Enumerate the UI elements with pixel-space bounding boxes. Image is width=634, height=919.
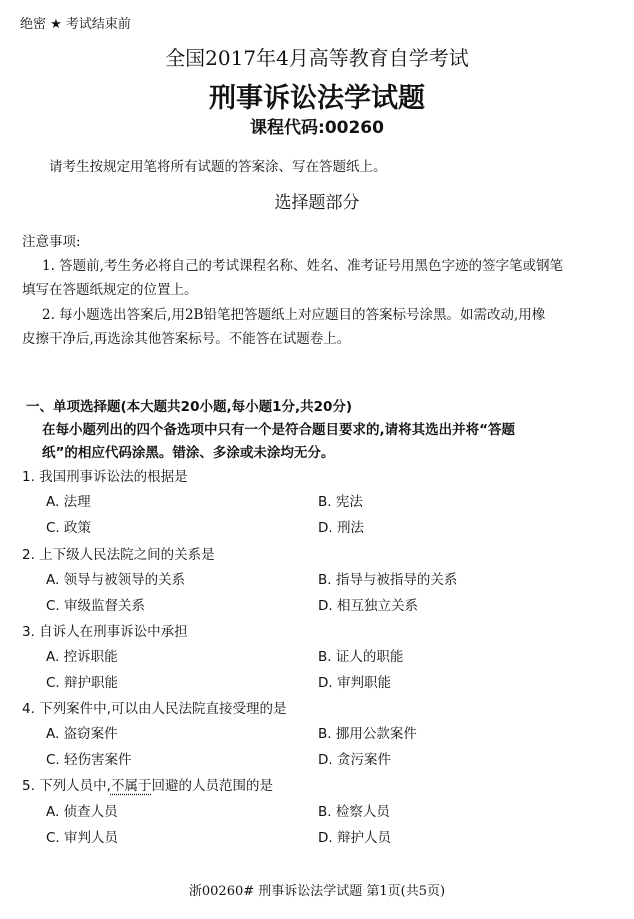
part-heading: 一、单项选择题(本大题共20小题,每小题1分,共20分)	[26, 399, 353, 415]
paper-title: 刑事诉讼法学试题	[209, 83, 425, 114]
question-5-stem-end: 回避的人员范围的是	[151, 778, 273, 794]
question-4-option-d: D. 贪污案件	[318, 752, 391, 768]
exam-title: 全国2017年4月高等教育自学考试	[165, 46, 469, 70]
notes-heading: 注意事项:	[22, 234, 81, 250]
note-1-line-1: 1. 答题前,考生务必将自己的考试课程名称、姓名、准考证号用黑色字迹的签字笔或钢笔	[42, 258, 563, 274]
question-5-stem-emphasis: 不属于	[110, 778, 152, 794]
question-4-option-b: B. 挪用公款案件	[318, 726, 417, 742]
page-footer: 浙00260# 刑事诉讼法学试题 第1页(共5页)	[188, 884, 446, 899]
question-2-option-d: D. 相互独立关系	[318, 598, 418, 614]
question-4-option-c: C. 轻伤害案件	[46, 752, 132, 768]
question-5-stem-start: 5. 下列人员中,	[22, 778, 111, 794]
note-1-line-2: 填写在答题纸规定的位置上。	[22, 282, 198, 298]
question-5-option-c: C. 审判人员	[46, 830, 119, 846]
question-3-stem: 3. 自诉人在刑事诉讼中承担	[22, 624, 188, 640]
part-desc-line-1: 在每小题列出的四个备选项中只有一个是符合题目要求的,请将其选出并将“答题	[42, 422, 515, 438]
note-2-line-2: 皮擦干净后,再选涂其他答案标号。不能答在试题卷上。	[22, 331, 351, 347]
section-title: 选择题部分	[274, 193, 360, 213]
question-1-option-b: B. 宪法	[318, 494, 363, 510]
secret-label: 绝密 ★ 考试结束前	[20, 17, 131, 32]
question-2-stem: 2. 上下级人民法院之间的关系是	[22, 547, 215, 563]
course-code: 课程代码:00260	[250, 118, 384, 138]
part-desc-line-2: 纸”的相应代码涂黑。错涂、多涂或未涂均无分。	[42, 445, 335, 461]
question-3-option-a: A. 控诉职能	[46, 649, 118, 665]
question-2-option-a: A. 领导与被领导的关系	[46, 572, 186, 588]
question-5-option-a: A. 侦查人员	[46, 804, 118, 820]
question-3-option-b: B. 证人的职能	[318, 649, 404, 665]
question-5-option-d: D. 辩护人员	[318, 830, 391, 846]
question-1-stem: 1. 我国刑事诉讼法的根据是	[22, 469, 188, 485]
question-2-option-b: B. 指导与被指导的关系	[318, 572, 458, 588]
question-3-option-d: D. 审判职能	[318, 675, 391, 691]
question-5-stem	[22, 774, 273, 794]
question-4-stem: 4. 下列案件中,可以由人民法院直接受理的是	[22, 701, 287, 717]
question-5-option-b: B. 检察人员	[318, 804, 390, 820]
question-1-option-c: C. 政策	[46, 520, 92, 536]
answer-instruction: 请考生按规定用笔将所有试题的答案涂、写在答题纸上。	[49, 159, 387, 175]
question-4-option-a: A. 盗窃案件	[46, 726, 118, 742]
question-1-option-a: A. 法理	[46, 494, 91, 510]
note-2-line-1: 2. 每小题选出答案后,用2B铅笔把答题纸上对应题目的答案标号涂黑。如需改动,用橡	[42, 307, 546, 323]
question-2-option-c: C. 审级监督关系	[46, 598, 146, 614]
question-1-option-d: D. 刑法	[318, 520, 364, 536]
question-3-option-c: C. 辩护职能	[46, 675, 119, 691]
